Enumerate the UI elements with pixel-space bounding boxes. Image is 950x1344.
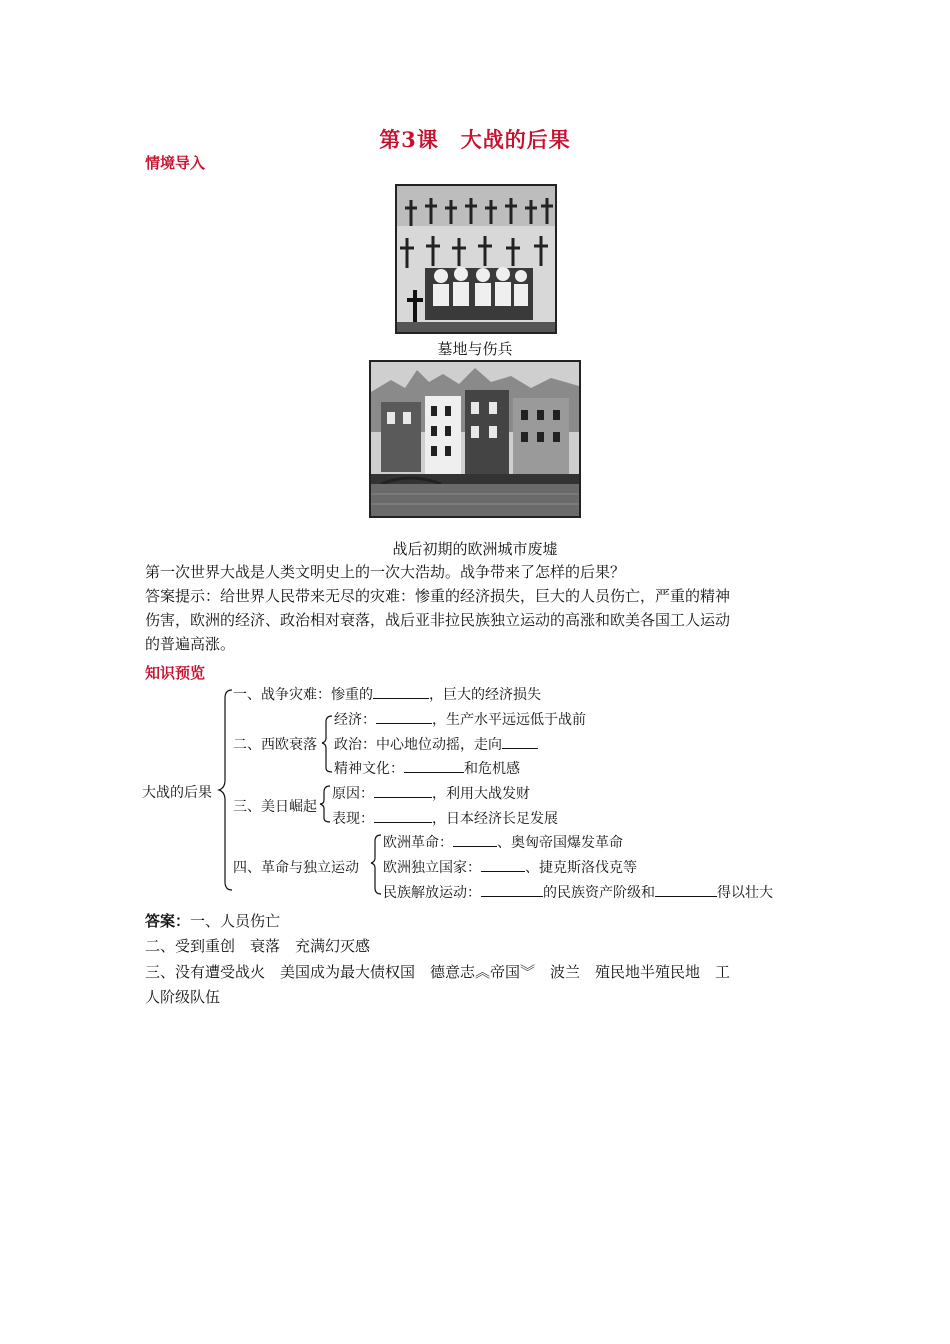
liberation-pre: 民族解放运动： (383, 885, 481, 901)
us-japan-cause (332, 783, 530, 803)
economy-post: ，生产水平远远低于战前 (432, 712, 586, 728)
section-heading-preview: 知识预览 (145, 664, 206, 682)
fill-blank[interactable] (376, 711, 432, 724)
ruined-city-caption: 战后初期的欧洲城市废墟 (392, 540, 558, 558)
revolution-liberation (383, 882, 773, 902)
tree-branch-revolution: 四、革命与独立运动 (233, 860, 359, 876)
culture-post: 和危机感 (464, 761, 520, 777)
answers-line-4: 人阶级队伍 (145, 988, 221, 1006)
independent-states-pre: 欧洲独立国家： (383, 860, 481, 876)
cause-pre: 原因： (332, 786, 374, 802)
fill-blank[interactable] (374, 785, 432, 798)
fill-blank[interactable] (481, 859, 525, 872)
europe-revolution-pre: 欧洲革命： (383, 835, 453, 851)
tree-root: 大战的后果 (142, 785, 212, 801)
liberation-mid: 的民族资产阶级和 (543, 885, 655, 901)
fill-blank[interactable] (374, 810, 432, 823)
economy-pre: 经济： (334, 712, 376, 728)
europe-revolution-post: 、奥匈帝国爆发革命 (497, 835, 623, 851)
cemetery-caption: 墓地与伤兵 (437, 340, 513, 358)
section-heading-intro: 情境导入 (145, 154, 206, 172)
fill-blank[interactable] (373, 686, 429, 699)
western-europe-economy (334, 709, 586, 729)
page-title: 第3课 大战的后果 (379, 127, 571, 152)
liberation-post: 得以壮大 (717, 885, 773, 901)
answers-line-2: 二、受到重创 衰落 充满幻灭感 (145, 937, 371, 955)
answers-line-1 (145, 910, 280, 931)
war-disaster-pre: 一、战争灾难：惨重的 (233, 687, 373, 703)
answers-line-3: 三、没有遭受战火 美国成为最大债权国 德意志︽帝国︾ 波兰 殖民地半殖民地 工 (145, 963, 731, 981)
revolution-independent-states (383, 857, 637, 877)
answers-label: 答案： (145, 912, 191, 930)
fill-blank[interactable] (453, 834, 497, 847)
independent-states-post: 、捷克斯洛伐克等 (525, 860, 637, 876)
fill-blank[interactable] (502, 736, 538, 749)
cause-post: ，利用大战发财 (432, 786, 530, 802)
culture-pre: 精神文化： (334, 761, 404, 777)
fill-blank[interactable] (655, 884, 717, 897)
intro-answer-line-2: 伤害，欧洲的经济、政治相对衰落，战后亚非拉民族独立运动的高涨和欧美各国工人运动 (145, 611, 731, 629)
western-europe-politics (334, 734, 538, 754)
answers-text-1: 一、人员伤亡 (190, 912, 281, 930)
intro-question: 第一次世界大战是人类文明史上的一次大浩劫。战争带来了怎样的后果？ (145, 563, 626, 581)
intro-answer-line-3: 的普遍高涨。 (145, 635, 236, 653)
intro-answer-line-1: 答案提示：给世界人民带来无尽的灾难：惨重的经济损失，巨大的人员伤亡，严重的精神 (145, 587, 731, 605)
tree-branch-war-disaster (233, 684, 541, 704)
us-japan-manifestation (332, 808, 558, 828)
manifestation-post: ，日本经济长足发展 (432, 811, 558, 827)
revolution-europe (383, 832, 623, 852)
fill-blank[interactable] (404, 760, 464, 773)
tree-branch-western-europe: 二、西欧衰落 (233, 737, 317, 753)
fill-blank[interactable] (481, 884, 543, 897)
western-europe-culture (334, 758, 520, 778)
war-disaster-post: ，巨大的经济损失 (429, 687, 541, 703)
politics-pre: 政治：中心地位动摇，走向 (334, 737, 502, 753)
manifestation-pre: 表现： (332, 811, 374, 827)
tree-branch-us-japan: 三、美日崛起 (233, 799, 317, 815)
